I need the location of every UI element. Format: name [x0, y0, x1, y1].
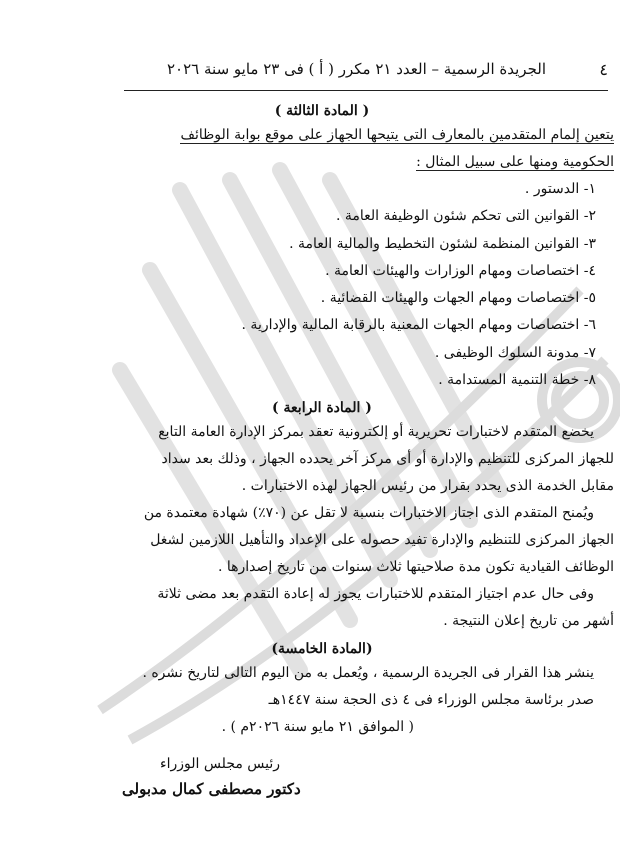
- text-line: يخضع المتقدم لاختبارات تحريرية أو إلكترونية تعقد بمركز الإدارة العامة التابع: [158, 424, 594, 441]
- corresponding-date: ( الموافق ٢١ مايو سنة ٢٠٢٦م ) .: [221, 719, 414, 736]
- list-item: ٤- اختصاصات ومهام الوزارات والهيئات العامة .: [325, 262, 596, 279]
- running-title: الجريدة الرسمية – العدد ٢١ مكرر ( أ ) فى ٢٣ مايو سنة ٢٠٢٦: [167, 60, 546, 78]
- text-line: الجهاز المركزى للتنظيم والإدارة تفيد حصوله على الإعداد والتأهيل اللازمين لشغل: [150, 532, 614, 549]
- text-line: مقابل الخدمة الذى يحدد بقرار من رئيس الجهاز لهذه الاختبارات .: [241, 478, 614, 495]
- knowledge-list: [30, 176, 614, 394]
- text-line: ويُمنح المتقدم الذى اجتاز الاختبارات بنسبة لا تقل عن (٧٠٪) شهادة معتمدة من: [143, 505, 594, 522]
- article-4-para-1: [30, 419, 614, 500]
- page-number: ٤: [599, 60, 608, 79]
- text-line: الوظائف القيادية تكون مدة صلاحيتها ثلاث سنوات من تاريخ إصدارها .: [217, 559, 614, 576]
- list-item: ٨- خطة التنمية المستدامة .: [438, 372, 596, 389]
- list-item: ٣- القوانين المنظمة لشئون التخطيط والمالية العامة .: [289, 235, 596, 252]
- list-item: ٢- القوانين التى تحكم شئون الوظيفة العامة .: [335, 208, 596, 225]
- article-5-para-1: ينشر هذا القرار فى الجريدة الرسمية ، ويُعمل به من اليوم التالى لتاريخ نشره .: [142, 665, 594, 682]
- article-4-para-3: [30, 581, 614, 635]
- list-item: ٧- مدونة السلوك الوظيفى .: [434, 344, 596, 361]
- text-line: للجهاز المركزى للتنظيم والإدارة أو أى مركز آخر يحدده الجهاز ، وذلك بعد سداد: [161, 451, 614, 468]
- signature-title: رئيس مجلس الوزراء: [160, 756, 281, 772]
- issued-date: صدر برئاسة مجلس الوزراء فى ٤ ذى الحجة سنة ١٤٤٧هـ: [268, 692, 594, 709]
- article-5-title: (المادة الخامسة): [271, 641, 373, 658]
- text-line: وفى حال عدم اجتياز المتقدم للاختبارات يجوز له إعادة التقدم بعد مضى ثلاثة: [157, 586, 594, 603]
- article-3-intro: [30, 122, 614, 176]
- article-3-intro-line1: يتعين إلمام المتقدمين بالمعارف التى يتيحها الجهاز على موقع بوابة الوظائف: [180, 127, 614, 143]
- text-line: أشهر من تاريخ إعلان النتيجة .: [443, 613, 614, 630]
- signature-name: دكتور مصطفى كمال مدبولى: [122, 780, 301, 798]
- article-3-title: ( المادة الثالثة ): [274, 103, 370, 119]
- page-header: [124, 56, 608, 91]
- article-4-title: ( المادة الرابعة ): [272, 400, 372, 417]
- article-4-para-2: [30, 500, 614, 581]
- list-item: ٦- اختصاصات ومهام الجهات المعنية بالرقابة المالية والإدارية .: [241, 317, 596, 334]
- article-3-intro-line2: الحكومية ومنها على سبيل المثال :: [416, 154, 614, 170]
- document-body: [30, 100, 614, 741]
- list-item: ٥- اختصاصات ومهام الجهات والهيئات القضائية .: [320, 290, 596, 307]
- list-item: ١- الدستور .: [524, 181, 596, 197]
